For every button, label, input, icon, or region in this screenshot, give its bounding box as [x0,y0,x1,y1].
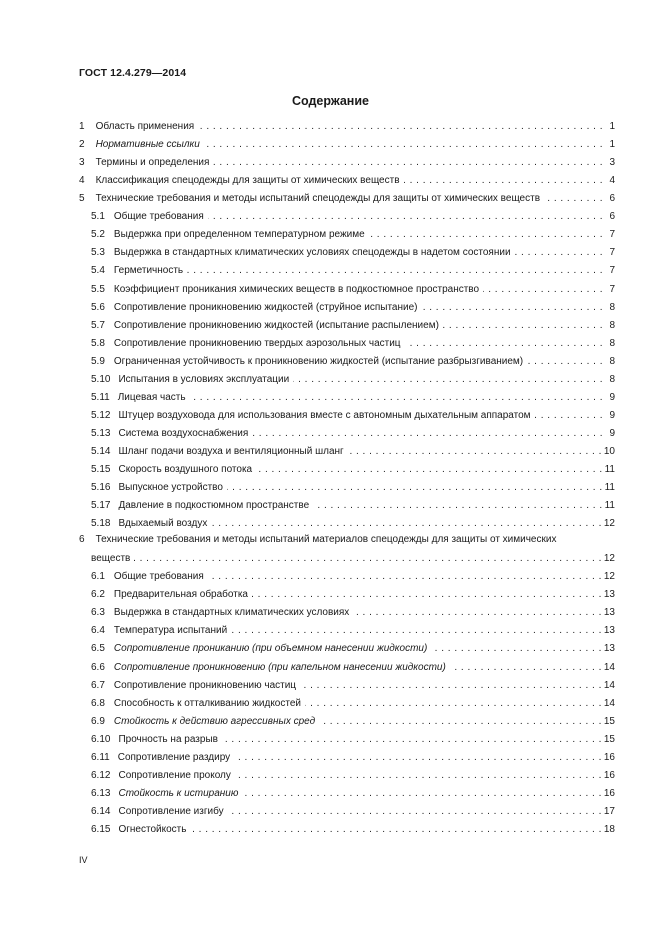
toc-entry[interactable] [79,191,615,205]
toc-entry[interactable] [91,623,615,637]
toc-entry-number: 5.7 [91,319,105,331]
toc-entry-page: 14 [603,661,615,673]
toc-dot-leader [235,770,602,782]
toc-entry-number: 1 [79,121,85,132]
toc-entry-number: 6.2 [91,589,105,601]
toc-entry-number: 6 [79,534,85,546]
toc-entry-text: Ограниченная устойчивость к проникновению жидкостей (испытание разбрызгиванием) [113,355,524,367]
toc-entry[interactable] [91,804,615,818]
toc-entry-number: 6.8 [91,697,105,709]
toc-entry[interactable] [91,768,615,782]
toc-entry-page: 6 [609,193,615,205]
toc-entry-text: веществ [91,553,131,565]
toc-entry-page: 11 [604,500,615,512]
toc-entry[interactable] [91,750,615,764]
toc-dot-leader [222,734,602,746]
toc-dot-leader [187,265,603,277]
toc-dot-leader [228,806,602,818]
toc-entry[interactable] [91,209,615,223]
toc-dot-leader [319,716,602,728]
toc-dot-leader [404,175,603,187]
toc-entry-number: 5.1 [91,211,105,223]
toc-entry-text: Вдыхаемый воздух [118,518,208,530]
toc-entry-page: 8 [609,373,615,385]
toc-dot-leader [313,500,602,512]
toc-entry-number: 6.1 [91,571,105,583]
toc-entry[interactable] [91,318,615,332]
toc-entry-text: Сопротивление проникновению твердых аэрозольных частиц [113,337,401,349]
toc-entry-number: 5.11 [91,391,110,403]
toc-dot-leader [544,193,603,205]
toc-dot-leader [134,553,602,565]
toc-entry-number: 6.13 [91,787,111,799]
toc-entry-number: 5.15 [91,464,111,476]
toc-entry[interactable] [91,245,615,259]
toc-entry[interactable] [79,155,615,169]
toc-entry-text: Шланг подачи воздуха и вентиляционный шланг [118,446,344,458]
toc-dot-leader [208,211,603,223]
toc-dot-leader [443,320,603,332]
toc-entry-text: Сопротивление раздиру [117,751,231,763]
toc-entry-text: Стойкость к истиранию [118,787,239,799]
toc-entry-text: Сопротивление прониканию (при объемном нанесении жидкости) [113,643,428,655]
toc-entry[interactable] [91,426,615,440]
toc-entry-number: 5.6 [91,301,105,313]
toc-entry-number: 6.12 [91,769,111,781]
toc-entry-number: 6.9 [91,715,105,727]
toc-entry[interactable] [91,227,615,241]
toc-dot-leader [256,464,603,476]
toc-entry-number: 6.3 [91,607,105,619]
toc-entry[interactable] [91,822,615,836]
toc-entry-number: 6.6 [91,661,105,673]
toc-dot-leader [293,374,603,386]
toc-entry[interactable] [91,480,615,494]
toc-entry-text: Огнестойкость [118,824,187,836]
toc-entry-page: 1 [609,139,615,151]
toc-entry-number: 5.12 [91,409,111,421]
toc-dot-leader [198,121,603,133]
toc-entry[interactable] [91,587,615,601]
toc-entry-text: Коэффициент проникания химических веществ в подкостюмное пространство [113,283,480,295]
toc-dot-leader [515,247,603,259]
toc-entry-text: Испытания в условиях эксплуатации [118,373,290,385]
toc-entry-page: 14 [603,697,615,709]
toc-entry-number: 5.16 [91,482,111,494]
toc-entry-text: Давление в подкостюмном пространстве [118,500,310,512]
toc-entry-number: 5.4 [91,265,105,277]
toc-entry-text: Область применения [95,121,195,132]
toc-entry-text: Предварительная обработка [113,589,248,601]
toc-entry-page: 13 [603,607,615,619]
toc-entry-page: 4 [609,175,615,187]
toc-entry-page: 3 [609,157,615,169]
toc-entry-page: 9 [609,391,615,403]
toc-entry-text: Сопротивление проникновению жидкостей (струйное испытание) [113,301,418,313]
toc-entry-text: Технические требования и методы испытаний спецодежды для защиты от химических веществ [95,193,541,205]
toc-entry-number: 5.2 [91,229,105,241]
toc-entry[interactable] [91,660,615,674]
toc-entry[interactable] [91,372,615,386]
toc-entry[interactable] [91,732,615,746]
toc-entry-page: 16 [603,787,615,799]
toc-dot-leader [405,338,603,350]
toc-dot-leader [422,302,604,314]
toc-dot-leader [431,643,602,655]
toc-entry-number: 5.3 [91,247,105,259]
toc-entry-page: 8 [609,337,615,349]
toc-entry-number: 2 [79,139,85,151]
toc-entry-number: 6.14 [91,806,111,818]
toc-entry-page: 9 [609,409,615,421]
toc-entry-text: Выдержка при определенном температурном режиме [113,229,365,241]
toc-entry-page: 15 [603,715,615,727]
toc-entry-page: 16 [603,751,615,763]
toc-entry[interactable] [91,641,615,655]
toc-entry-text: Прочность на разрыв [118,733,218,745]
toc-entry-number: 6.10 [91,733,111,745]
toc-entry-text: Температура испытаний [113,625,228,637]
toc-entry-text: Сопротивление проникновению жидкостей (испытание распылением) [113,319,439,331]
page-number: IV [79,855,88,865]
toc-entry-number: 4 [79,175,85,187]
toc-entry-page: 13 [603,625,615,637]
toc-entry-page: 1 [609,121,615,132]
toc-entry-number: 5.5 [91,283,105,295]
toc-entry-text: Выдержка в стандартных климатических условиях спецодежды в надетом состоянии [113,247,511,259]
toc-dot-leader [348,446,602,458]
toc-entry-page: 8 [609,301,615,313]
toc-entry[interactable] [91,282,615,296]
toc-entry[interactable] [91,300,615,314]
toc-entry[interactable] [79,119,615,133]
toc-entry-text: Выдержка в стандартных климатических условиях [113,607,350,619]
toc-entry-text: Сопротивление проникновению (при капельном нанесении жидкости) [113,661,446,673]
toc-dot-leader [353,607,602,619]
toc-entry-number: 6.7 [91,679,105,691]
toc-entry-page: 13 [603,643,615,655]
toc-entry-page: 11 [604,482,615,494]
document-code: ГОСТ 12.4.279—2014 [79,67,187,79]
toc-dot-leader [483,284,603,296]
toc-entry[interactable] [91,714,615,728]
toc-entry-number: 5.14 [91,446,111,458]
toc-entry-number: 5.10 [91,373,111,385]
toc-entry-text: Сопротивление изгибу [118,806,224,818]
toc-entry[interactable] [91,462,615,476]
toc-entry-text: Сопротивление проникновению частиц [113,679,297,691]
toc-entry-wrapped-line [79,534,556,546]
toc-dot-leader [252,428,603,440]
toc-dot-leader [227,482,603,494]
toc-dot-leader [190,392,603,404]
toc-entry-text: Сопротивление проколу [118,769,231,781]
toc-entry-text: Выпускное устройство [118,482,223,494]
toc-entry-page: 14 [603,679,615,691]
toc-entry-page: 12 [603,518,615,530]
toc-entry-text: Технические требования и методы испытаний материалов спецодежды для защиты от химических [95,534,557,546]
toc-entry-number: 3 [79,157,85,169]
toc-entry[interactable] [91,336,615,350]
toc-entry-page: 13 [603,589,615,601]
toc-entry-text: Стойкость к действию агрессивных сред [113,715,316,727]
toc-dot-leader [231,625,602,637]
toc-entry-page: 8 [609,355,615,367]
toc-entry-number: 5.8 [91,337,105,349]
toc-entry[interactable] [91,390,615,404]
toc-entry-number: 6.5 [91,643,105,655]
toc-entry-page: 16 [603,769,615,781]
toc-entry[interactable] [79,137,615,151]
toc-entry-text: Лицевая часть [117,391,186,403]
toc-entry-text: Штуцер воздуховода для использования вместе с автономным дыхательным аппаратом [118,409,531,421]
toc-entry-page: 6 [609,211,615,223]
toc-entry[interactable] [91,696,615,710]
toc-dot-leader [213,157,603,169]
toc-dot-leader [369,229,603,241]
toc-entry-page: 12 [603,571,615,583]
toc-dot-leader [300,680,602,692]
toc-entry[interactable] [79,173,615,187]
toc-entry[interactable] [91,786,615,800]
toc-entry-number: 5.13 [91,428,111,440]
toc-dot-leader [527,356,603,368]
toc-entry[interactable] [91,569,615,583]
toc-entry-number: 6.15 [91,824,111,836]
toc-entry-page: 7 [609,229,615,241]
toc-entry-page: 7 [609,247,615,259]
toc-dot-leader [190,824,601,836]
toc-entry-page: 18 [603,824,615,836]
toc-entry-number: 5.18 [91,518,111,530]
toc-entry-number: 6.11 [91,751,110,763]
toc-entry-text: Система воздухоснабжения [118,428,249,440]
page-title: Содержание [291,94,369,108]
toc-entry-page: 12 [603,553,615,565]
toc-entry-page: 7 [609,265,615,277]
toc-entry[interactable] [91,516,615,530]
toc-entry-page: 10 [603,446,615,458]
toc-entry-page: 17 [603,806,615,818]
toc-entry-text: Классификация спецодежды для защиты от химических веществ [95,175,400,187]
toc-entry-page: 9 [609,428,615,440]
toc-entry-number: 5 [79,193,85,205]
toc-dot-leader [208,571,602,583]
toc-entry-text: Общие требования [113,571,204,583]
toc-entry[interactable] [91,263,615,277]
toc-dot-leader [234,752,602,764]
toc-entry[interactable] [91,498,615,512]
toc-entry[interactable] [91,408,615,422]
toc-entry-page: 15 [603,733,615,745]
toc-dot-leader [535,410,603,422]
toc-dot-leader [450,662,602,674]
toc-entry-text: Скорость воздушного потока [118,464,253,476]
toc-dot-leader [204,139,603,151]
toc-entry-text: Способность к отталкиванию жидкостей [113,697,301,709]
toc-entry-number: 5.9 [91,355,105,367]
toc-entry-number: 6.4 [91,625,105,637]
toc-entry-text: Термины и определения [95,157,210,169]
toc-entry[interactable] [91,354,615,368]
toc-entry[interactable] [91,444,615,458]
toc-entry-text: Герметичность [113,265,184,277]
toc-entry[interactable] [91,551,615,565]
toc-entry-page: 7 [609,283,615,295]
toc-entry-page: 8 [609,319,615,331]
toc-dot-leader [242,788,602,800]
toc-entry-page: 11 [604,464,615,476]
toc-dot-leader [305,698,602,710]
toc-dot-leader [252,589,602,601]
toc-entry-text: Общие требования [113,211,204,223]
toc-entry[interactable] [91,678,615,692]
toc-entry-text: Нормативные ссылки [95,139,200,151]
toc-dot-leader [211,518,602,530]
toc-entry-number: 5.17 [91,500,111,512]
toc-entry[interactable] [91,605,615,619]
